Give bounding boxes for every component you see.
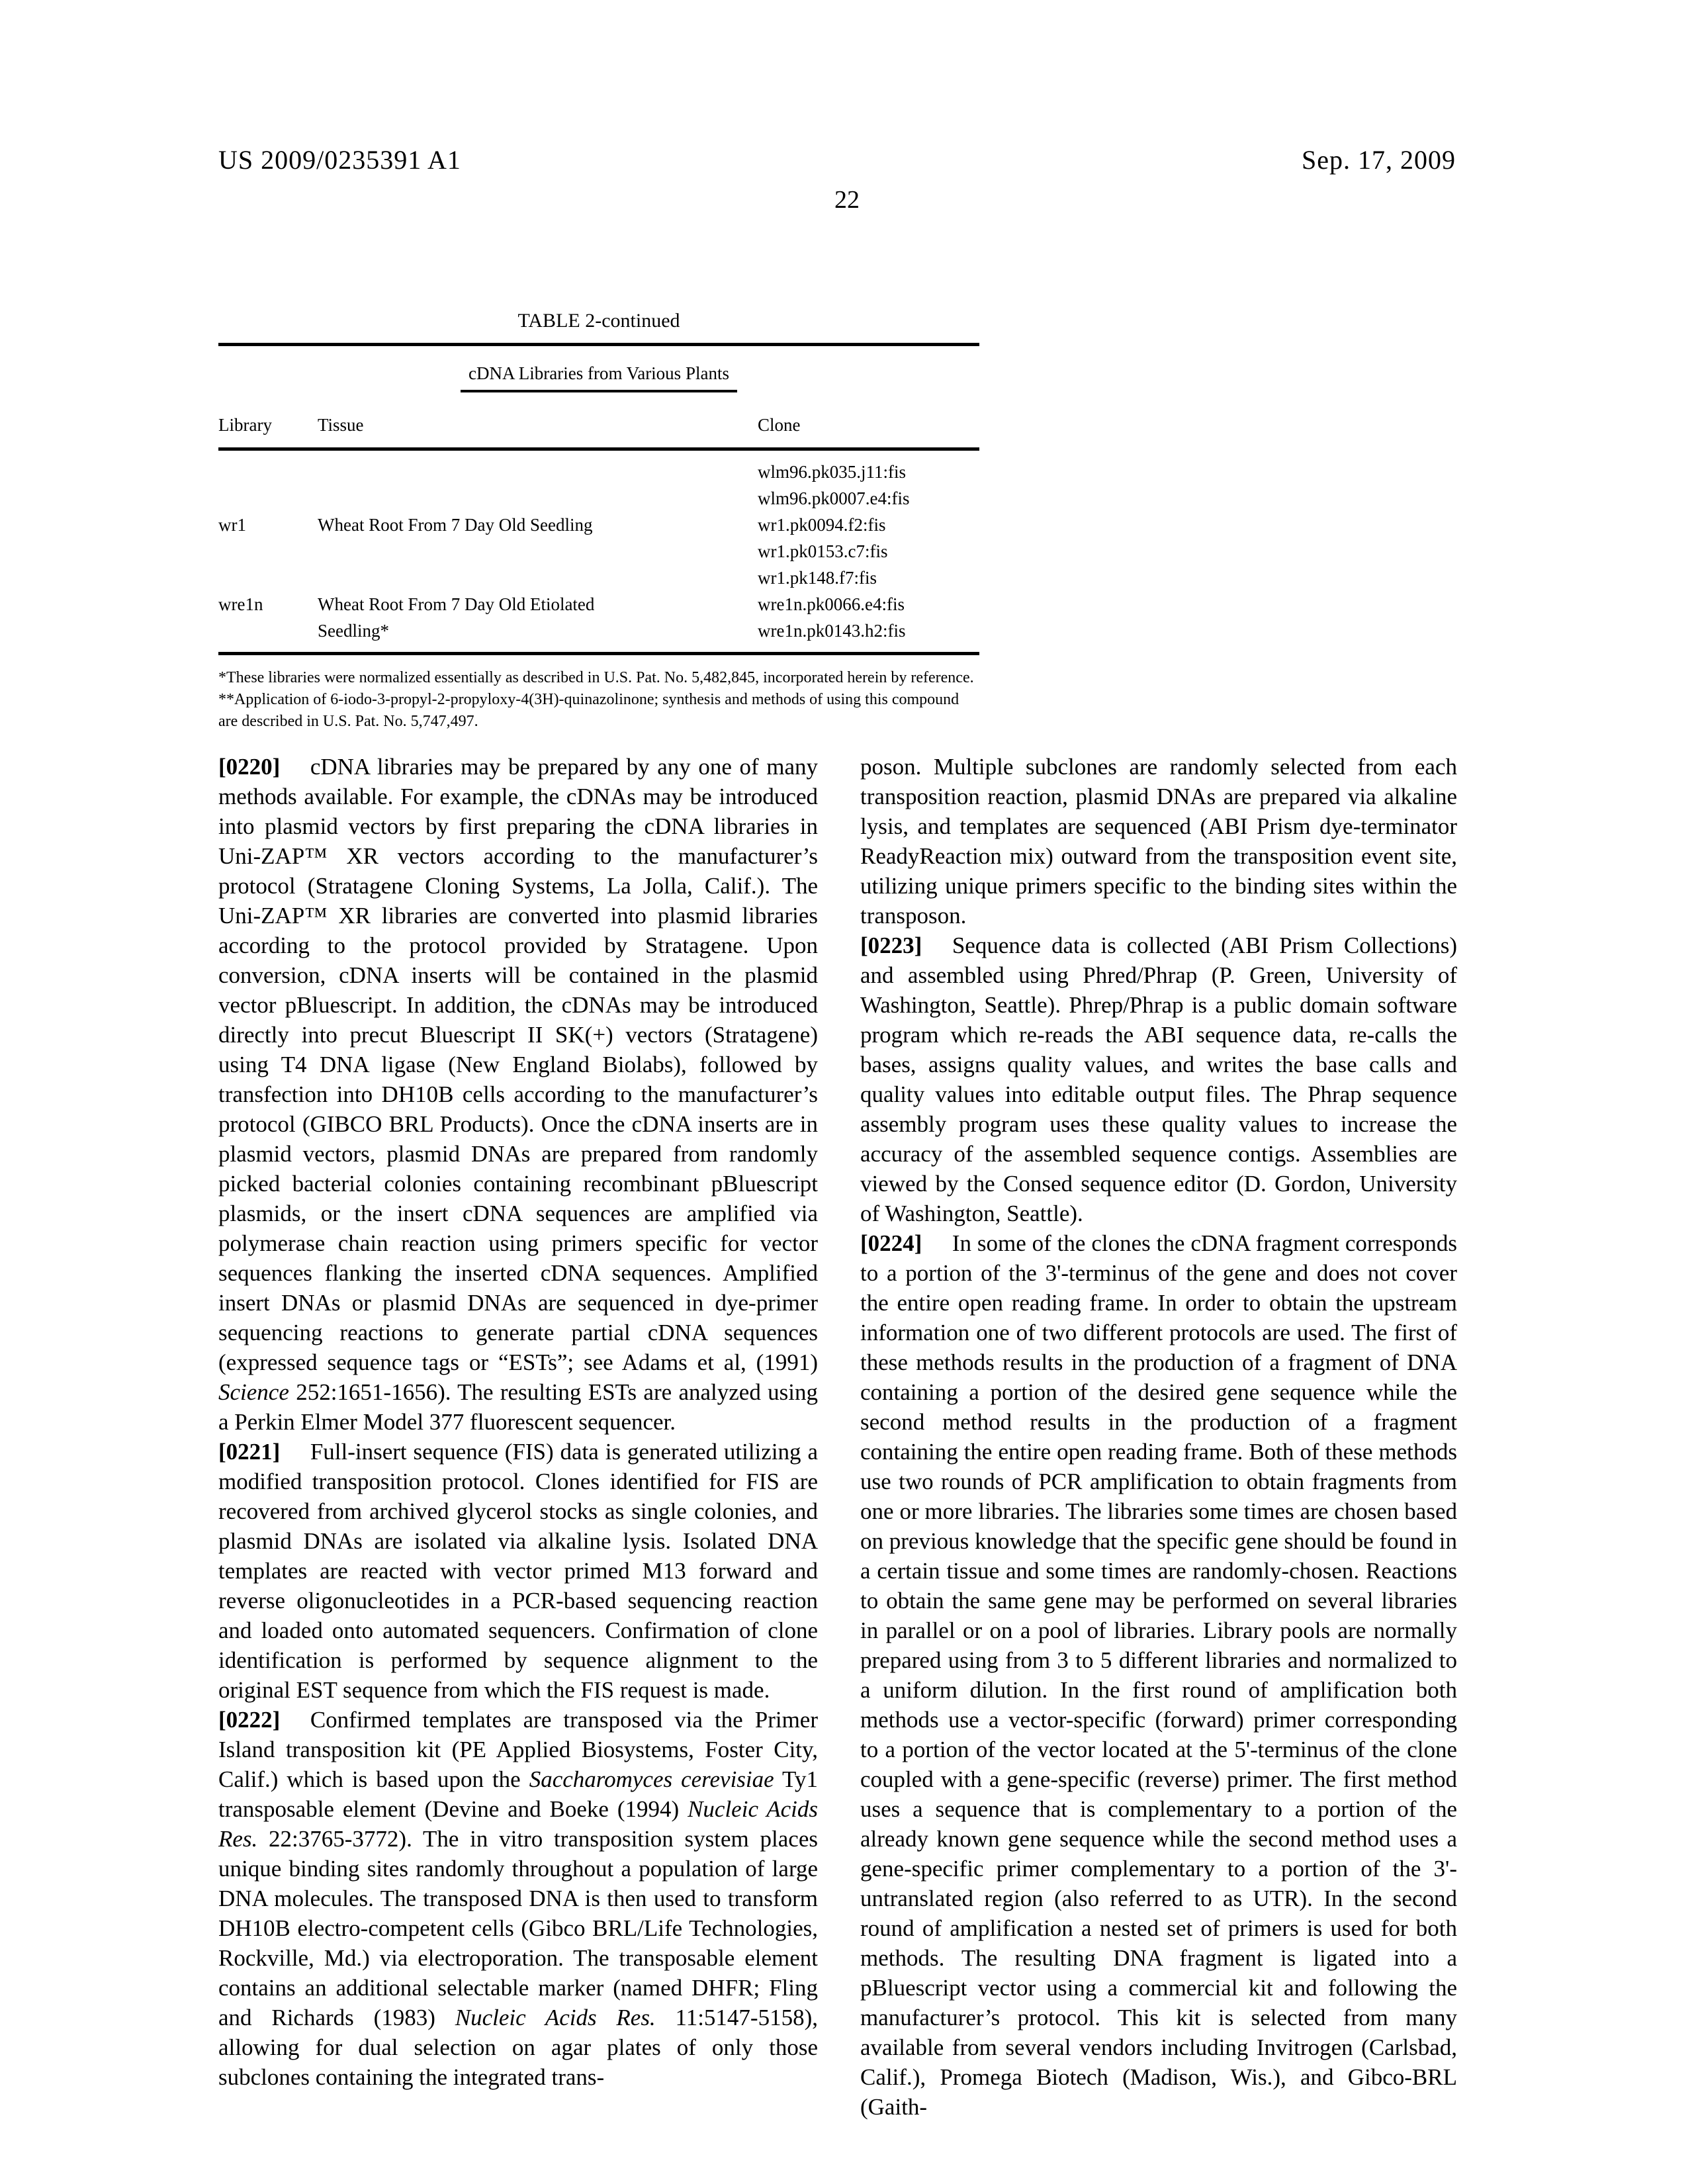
cell-tissue: Wheat Root From 7 Day Old Seedling xyxy=(318,515,593,535)
paragraph-number: [0224] xyxy=(860,1230,922,1256)
cell-clone: wre1n.pk0143.h2:fis xyxy=(758,621,906,641)
left-column xyxy=(218,752,818,2092)
table-row xyxy=(218,565,979,591)
paragraph-0223 xyxy=(860,931,1457,1228)
paragraph-0220 xyxy=(218,752,818,1437)
table-row xyxy=(218,591,979,617)
paragraph-number: [0222] xyxy=(218,1707,281,1733)
paragraph-0222 xyxy=(218,1705,818,2092)
cell-tissue: Wheat Root From 7 Day Old Etiolated xyxy=(318,594,595,614)
footnote-normalized: *These libraries were normalized essentially as described in U.S. Pat. No. 5,482,845, incorporated herein by reference. xyxy=(218,669,974,686)
cell-library xyxy=(218,565,318,591)
column-header-library: Library xyxy=(218,415,272,435)
table-title: TABLE 2-continued xyxy=(517,310,680,332)
text-segment: 11:5147-5158), allowing for dual selection on agar plates of only those subclones containing the integrated trans- xyxy=(218,2005,818,2090)
table-row xyxy=(218,538,979,565)
text-segment: Full-insert sequence (FIS) data is generated utilizing a modified transposition protocol. Clones identified for FIS are recovered from archived glycerol stocks as single colonies, and plasmid DNAs are isolated via alkaline lysis. Isolated DNA templates are reacted with vector primed M13 forward and reverse oligonucleotides in a PCR-based sequencing reaction and loaded onto automated sequencers. Confirmation of clone identification is performed by sequence alignment to the original EST sequence from which the FIS request is made. xyxy=(218,1439,818,1703)
cell-library xyxy=(218,538,318,565)
column-header-clone: Clone xyxy=(758,415,801,435)
table-rule-bottom xyxy=(218,652,979,655)
text-segment: Saccharomyces cerevisiae xyxy=(529,1766,774,1792)
footnote-application: **Application of 6-iodo-3-propyl-2-propyloxy-4(3H)-quinazolinone; synthesis and methods of using this compound are described in U.S. Pat. No. 5,747,497. xyxy=(218,691,959,730)
table-body xyxy=(218,451,979,652)
cell-tissue xyxy=(318,565,758,591)
cell-tissue xyxy=(318,538,758,565)
text-segment: poson. Multiple subclones are randomly selected from each transposition reaction, plasmid DNAs are prepared via alkaline lysis, and templates are sequenced (ABI Prism dye-terminator ReadyReaction mix) outward from the transposition event site, utilizing unique primers specific to the binding sites within the transposon. xyxy=(860,754,1457,929)
cell-tissue xyxy=(318,459,758,485)
text-segment: Ty1 transposable element (Devine and Boeke (1994) xyxy=(218,1766,818,1822)
table-header-row xyxy=(218,415,979,447)
paragraph-number: [0220] xyxy=(218,754,281,780)
cell-clone: wr1.pk0153.c7:fis xyxy=(758,541,888,561)
page-number: 22 xyxy=(834,186,860,214)
text-segment: 252:1651-1656). The resulting ESTs are analyzed using a Perkin Elmer Model 377 fluorescent sequencer. xyxy=(218,1379,818,1435)
publication-date: Sep. 17, 2009 xyxy=(1302,145,1456,175)
table-row xyxy=(218,459,979,485)
column-header-tissue: Tissue xyxy=(318,415,364,435)
table-subtitle: cDNA Libraries from Various Plants xyxy=(461,363,737,392)
text-segment: In some of the clones the cDNA fragment corresponds to a portion of the 3'-terminus of the gene and does not cover the entire open reading frame. In order to obtain the upstream information one of two different protocols are used. The first of these methods results in the production of a fragment of DNA containing a portion of the desired gene sequence while the second method results in the production of a fragment containing the entire open reading frame. Both of these methods use two rounds of PCR amplification to obtain fragments from one or more libraries. The libraries some times are chosen based on previous knowledge that the specific gene should be found in a certain tissue and some times are randomly-chosen. Reactions to obtain the same gene may be performed on several libraries in parallel or on a pool of libraries. Library pools are normally prepared using from 3 to 5 different libraries and normalized to a uniform dilution. In the first round of amplification both methods use a vector-specific (forward) primer corresponding to a portion of the vector located at the 5'-terminus of the clone coupled with a gene-specific (reverse) primer. The first method uses a sequence that is complementary to a portion of the already known gene sequence while the second method uses a gene-specific primer complementary to a portion of the 3'-untranslated region (also referred to as UTR). In the second round of amplification a nested set of primers is used for both methods. The resulting DNA fragment is ligated into a pBluescript vector using a commercial kit and following the manufacturer’s protocol. This kit is selected from many available from several vendors including Invitrogen (Carlsbad, Calif.), Promega Biotech (Madison, Wis.), and Gibco-BRL (Gaith- xyxy=(860,1230,1458,2120)
paragraph-0224 xyxy=(860,1228,1457,2122)
text-segment: Science xyxy=(218,1379,289,1405)
cell-library xyxy=(218,459,318,485)
table-row xyxy=(218,485,979,512)
table-2-continued xyxy=(218,310,979,733)
text-segment: Nucleic Acids Res. xyxy=(218,1796,818,1852)
text-segment: 22:3765-3772). The in vitro transposition system places unique binding sites randomly throughout a population of large DNA molecules. The transposed DNA is then used to transform DH10B electro-competent cells (Gibco BRL/Life Technologies, Rockville, Md.) via electroporation. The transposable element contains an additional selectable marker (named DHFR; Fling and Richards (1983) xyxy=(218,1826,818,2030)
table-row xyxy=(218,617,979,644)
table-footnotes xyxy=(218,667,979,733)
cell-clone: wr1.pk0094.f2:fis xyxy=(758,515,886,535)
cell-library xyxy=(218,485,318,512)
cell-tissue: Seedling* xyxy=(318,621,389,641)
cell-library: wr1 xyxy=(218,515,246,535)
cell-clone: wr1.pk148.f7:fis xyxy=(758,568,877,588)
paragraph-number: [0223] xyxy=(860,933,922,958)
paragraph-number: [0221] xyxy=(218,1439,281,1465)
paragraph-0222-continuation xyxy=(860,752,1457,931)
cell-clone: wlm96.pk0007.e4:fis xyxy=(758,488,910,508)
cell-library xyxy=(218,617,318,644)
table-subtitle-row xyxy=(218,363,979,392)
patent-number: US 2009/0235391 A1 xyxy=(218,145,461,175)
cell-tissue xyxy=(318,485,758,512)
text-segment: Sequence data is collected (ABI Prism Collections) and assembled using Phred/Phrap (P. Green, University of Washington, Seattle). Phrep/Phrap is a public domain software program which re-reads the ABI sequence data, re-calls the bases, assigns quality values, and writes the base calls and quality values into editable output files. The Phrap sequence assembly program uses these quality values to increase the accuracy of the assembled sequence contigs. Assemblies are viewed by the Consed sequence editor (D. Gordon, University of Washington, Seattle). xyxy=(860,933,1457,1226)
table-rule-top xyxy=(218,343,979,346)
text-segment: Nucleic Acids Res. xyxy=(455,2005,656,2030)
table-row xyxy=(218,512,979,538)
text-segment: cDNA libraries may be prepared by any one of many methods available. For example, the cDNAs may be introduced into plasmid vectors by first preparing the cDNA libraries in Uni-ZAP™ XR vectors according to the manufacturer’s protocol (Stratagene Cloning Systems, La Jolla, Calif.). The Uni-ZAP™ XR libraries are converted into plasmid libraries according to the protocol provided by Stratagene. Upon conversion, cDNA inserts will be contained in the plasmid vector pBluescript. In addition, the cDNAs may be introduced directly into precut Bluescript II SK(+) vectors (Stratagene) using T4 DNA ligase (New England Biolabs), followed by transfection into DH10B cells according to the manufacturer’s protocol (GIBCO BRL Products). Once the cDNA inserts are in plasmid vectors, plasmid DNAs are prepared from randomly picked bacterial colonies containing recombinant pBluescript plasmids, or the insert cDNA sequences are amplified via polymerase chain reaction using primers specific for vector sequences flanking the inserted cDNA sequences. Amplified insert DNAs or plasmid DNAs are sequenced in dye-primer sequencing reactions to generate partial cDNA sequences (expressed sequence tags or “ESTs”; see Adams et al, (1991) xyxy=(218,754,818,1375)
paragraph-0221 xyxy=(218,1437,818,1705)
right-column xyxy=(860,752,1457,2122)
text-segment: Confirmed templates are transposed via the Primer Island transposition kit (PE Applied Biosystems, Foster City, Calif.) which is based upon the xyxy=(218,1707,818,1792)
cell-library: wre1n xyxy=(218,594,263,614)
cell-clone: wre1n.pk0066.e4:fis xyxy=(758,594,905,614)
cell-clone: wlm96.pk035.j11:fis xyxy=(758,462,907,482)
